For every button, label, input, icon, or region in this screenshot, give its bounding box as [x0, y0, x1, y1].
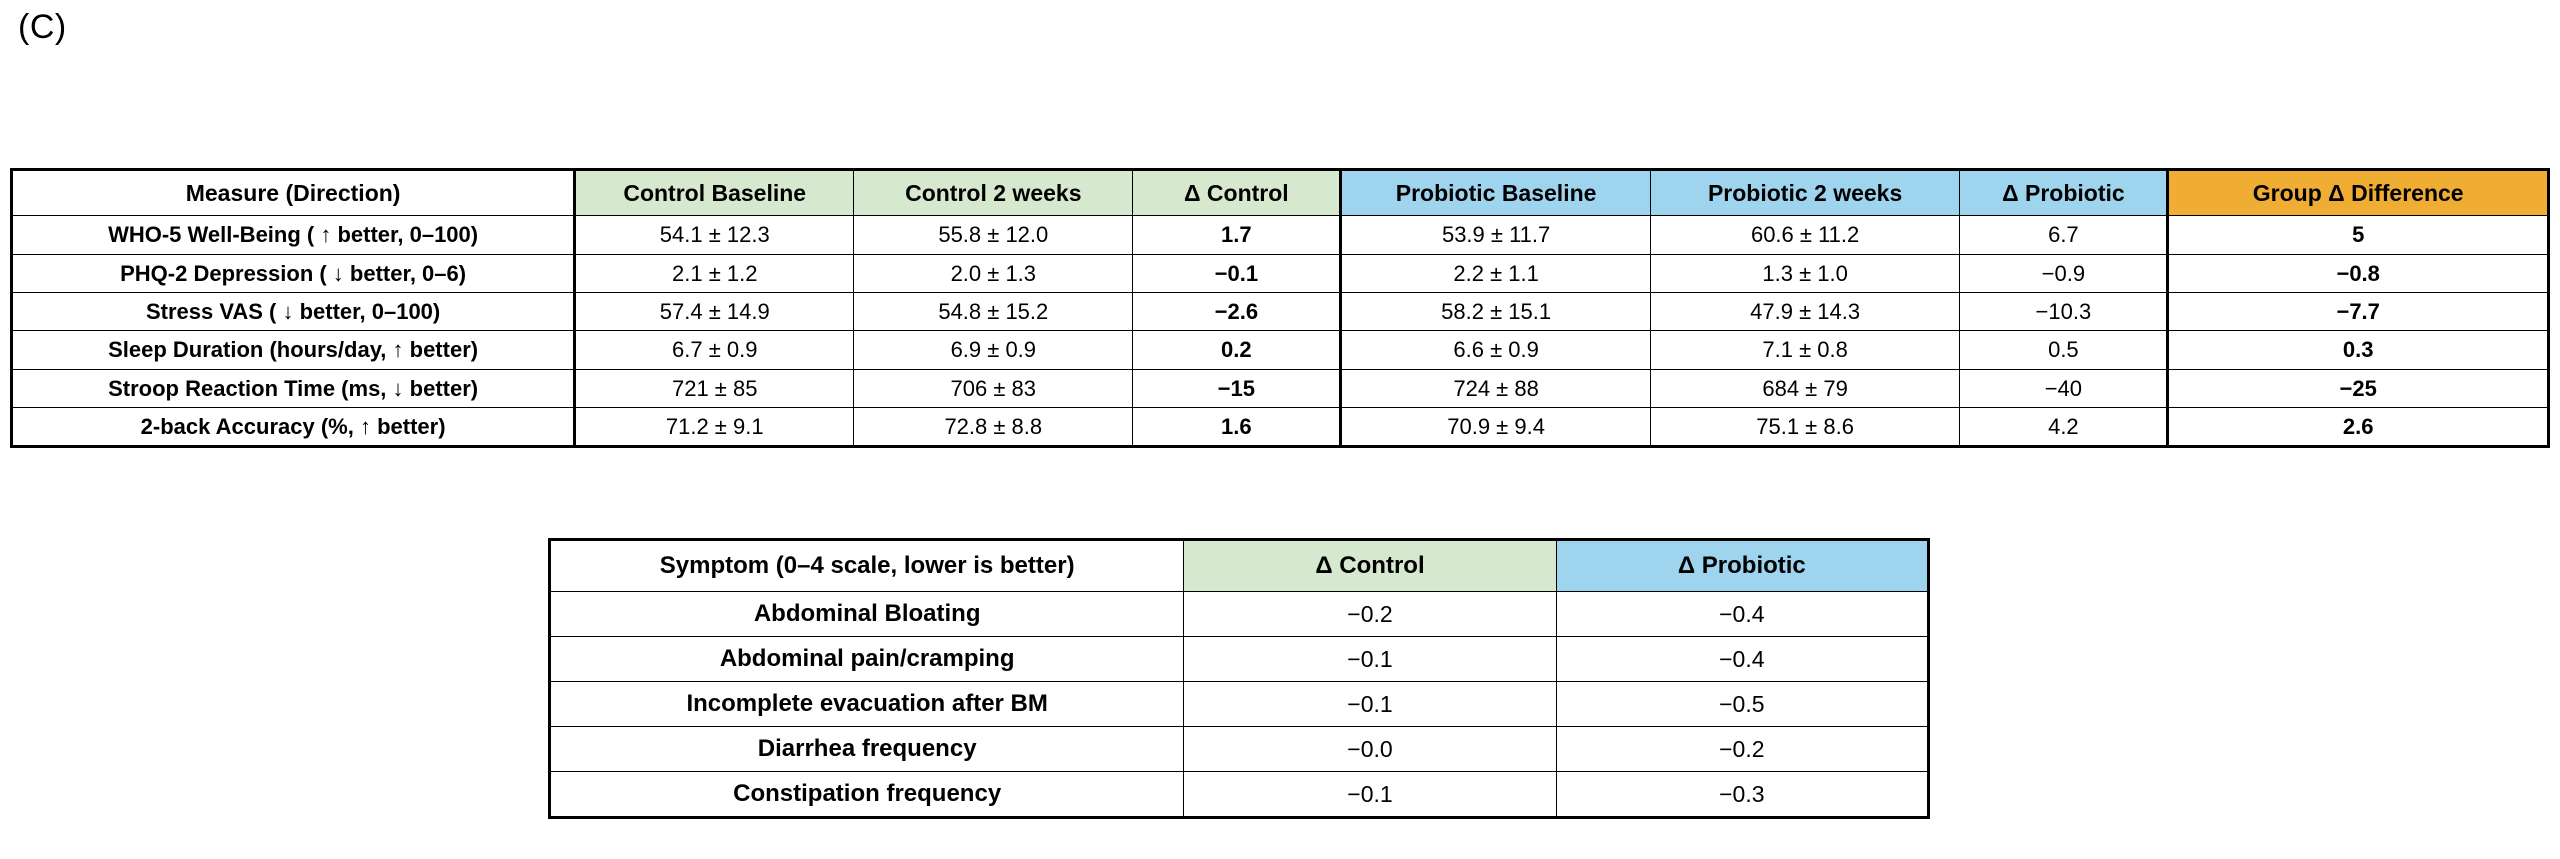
cell-measure: WHO-5 Well-Being ( ↑ better, 0–100) [12, 216, 575, 254]
cell-probiotic-baseline: 724 ± 88 [1341, 369, 1651, 407]
cell-probiotic-2weeks: 7.1 ± 0.8 [1650, 331, 1960, 369]
cell-delta-control: −0.0 [1184, 727, 1556, 772]
table-row [12, 293, 2549, 331]
symptom-table-body [550, 592, 1929, 818]
cell-symptom: Incomplete evacuation after BM [550, 682, 1184, 727]
cell-delta-control: −2.6 [1133, 293, 1341, 331]
cell-control-2weeks: 54.8 ± 15.2 [854, 293, 1133, 331]
cell-probiotic-baseline: 70.9 ± 9.4 [1341, 407, 1651, 446]
cell-delta-control: 0.2 [1133, 331, 1341, 369]
cell-control-2weeks: 55.8 ± 12.0 [854, 216, 1133, 254]
outcomes-table-body [12, 216, 2549, 447]
cell-delta-probiotic: −10.3 [1960, 293, 2168, 331]
cell-probiotic-baseline: 2.2 ± 1.1 [1341, 254, 1651, 292]
cell-measure: 2-back Accuracy (%, ↑ better) [12, 407, 575, 446]
cell-probiotic-2weeks: 60.6 ± 11.2 [1650, 216, 1960, 254]
cell-symptom: Abdominal pain/cramping [550, 637, 1184, 682]
column-header-probiotic-2weeks: Probiotic 2 weeks [1650, 170, 1960, 216]
outcomes-table-header [12, 170, 2549, 216]
table-row [550, 637, 1929, 682]
table-row [12, 216, 2549, 254]
cell-probiotic-2weeks: 684 ± 79 [1650, 369, 1960, 407]
cell-delta-control: −15 [1133, 369, 1341, 407]
cell-group-delta-difference: 2.6 [2168, 407, 2549, 446]
cell-delta-control: −0.1 [1184, 637, 1556, 682]
symptom-table-header [550, 540, 1929, 592]
symptom-table-container [548, 538, 1930, 819]
cell-probiotic-baseline: 6.6 ± 0.9 [1341, 331, 1651, 369]
cell-probiotic-baseline: 53.9 ± 11.7 [1341, 216, 1651, 254]
cell-delta-control: 1.7 [1133, 216, 1341, 254]
cell-probiotic-2weeks: 1.3 ± 1.0 [1650, 254, 1960, 292]
cell-control-2weeks: 706 ± 83 [854, 369, 1133, 407]
table-header-row [550, 540, 1929, 592]
column-header-measure: Measure (Direction) [12, 170, 575, 216]
cell-symptom: Diarrhea frequency [550, 727, 1184, 772]
cell-delta-probiotic: −0.5 [1556, 682, 1928, 727]
symptom-table [548, 538, 1930, 819]
cell-delta-probiotic: −0.9 [1960, 254, 2168, 292]
outcomes-table [10, 168, 2550, 448]
cell-control-2weeks: 2.0 ± 1.3 [854, 254, 1133, 292]
table-row [550, 592, 1929, 637]
cell-delta-control: −0.1 [1184, 772, 1556, 818]
table-row [12, 407, 2549, 446]
cell-measure: Sleep Duration (hours/day, ↑ better) [12, 331, 575, 369]
column-header-control-baseline: Control Baseline [575, 170, 854, 216]
table-row [550, 727, 1929, 772]
cell-delta-control: −0.2 [1184, 592, 1556, 637]
cell-control-baseline: 71.2 ± 9.1 [575, 407, 854, 446]
cell-control-baseline: 54.1 ± 12.3 [575, 216, 854, 254]
cell-probiotic-2weeks: 75.1 ± 8.6 [1650, 407, 1960, 446]
cell-group-delta-difference: 5 [2168, 216, 2549, 254]
cell-probiotic-baseline: 58.2 ± 15.1 [1341, 293, 1651, 331]
cell-group-delta-difference: 0.3 [2168, 331, 2549, 369]
column-header-delta-probiotic: Δ Probiotic [1960, 170, 2168, 216]
cell-delta-probiotic: −0.2 [1556, 727, 1928, 772]
cell-probiotic-2weeks: 47.9 ± 14.3 [1650, 293, 1960, 331]
cell-delta-probiotic: 4.2 [1960, 407, 2168, 446]
cell-control-baseline: 6.7 ± 0.9 [575, 331, 854, 369]
cell-group-delta-difference: −0.8 [2168, 254, 2549, 292]
table-row [550, 682, 1929, 727]
column-header-probiotic-baseline: Probiotic Baseline [1341, 170, 1651, 216]
cell-measure: PHQ-2 Depression ( ↓ better, 0–6) [12, 254, 575, 292]
column-header-delta-probiotic: Δ Probiotic [1556, 540, 1928, 592]
outcomes-table-container [10, 168, 2550, 448]
column-header-control-2weeks: Control 2 weeks [854, 170, 1133, 216]
cell-delta-probiotic: 6.7 [1960, 216, 2168, 254]
panel-label: (C) [18, 8, 67, 46]
table-header-row [12, 170, 2549, 216]
table-row [12, 254, 2549, 292]
table-row [550, 772, 1929, 818]
table-row [12, 331, 2549, 369]
cell-symptom: Abdominal Bloating [550, 592, 1184, 637]
cell-delta-probiotic: −0.4 [1556, 637, 1928, 682]
cell-delta-control: 1.6 [1133, 407, 1341, 446]
cell-delta-control: −0.1 [1184, 682, 1556, 727]
cell-control-baseline: 721 ± 85 [575, 369, 854, 407]
column-header-delta-control: Δ Control [1133, 170, 1341, 216]
cell-group-delta-difference: −25 [2168, 369, 2549, 407]
column-header-group-delta-difference: Group Δ Difference [2168, 170, 2549, 216]
cell-control-2weeks: 6.9 ± 0.9 [854, 331, 1133, 369]
cell-symptom: Constipation frequency [550, 772, 1184, 818]
cell-measure: Stress VAS ( ↓ better, 0–100) [12, 293, 575, 331]
cell-delta-probiotic: −0.3 [1556, 772, 1928, 818]
cell-control-2weeks: 72.8 ± 8.8 [854, 407, 1133, 446]
cell-control-baseline: 57.4 ± 14.9 [575, 293, 854, 331]
cell-delta-control: −0.1 [1133, 254, 1341, 292]
cell-delta-probiotic: 0.5 [1960, 331, 2168, 369]
cell-group-delta-difference: −7.7 [2168, 293, 2549, 331]
cell-delta-probiotic: −0.4 [1556, 592, 1928, 637]
table-row [12, 369, 2549, 407]
column-header-symptom: Symptom (0–4 scale, lower is better) [550, 540, 1184, 592]
cell-delta-probiotic: −40 [1960, 369, 2168, 407]
cell-measure: Stroop Reaction Time (ms, ↓ better) [12, 369, 575, 407]
column-header-delta-control: Δ Control [1184, 540, 1556, 592]
cell-control-baseline: 2.1 ± 1.2 [575, 254, 854, 292]
